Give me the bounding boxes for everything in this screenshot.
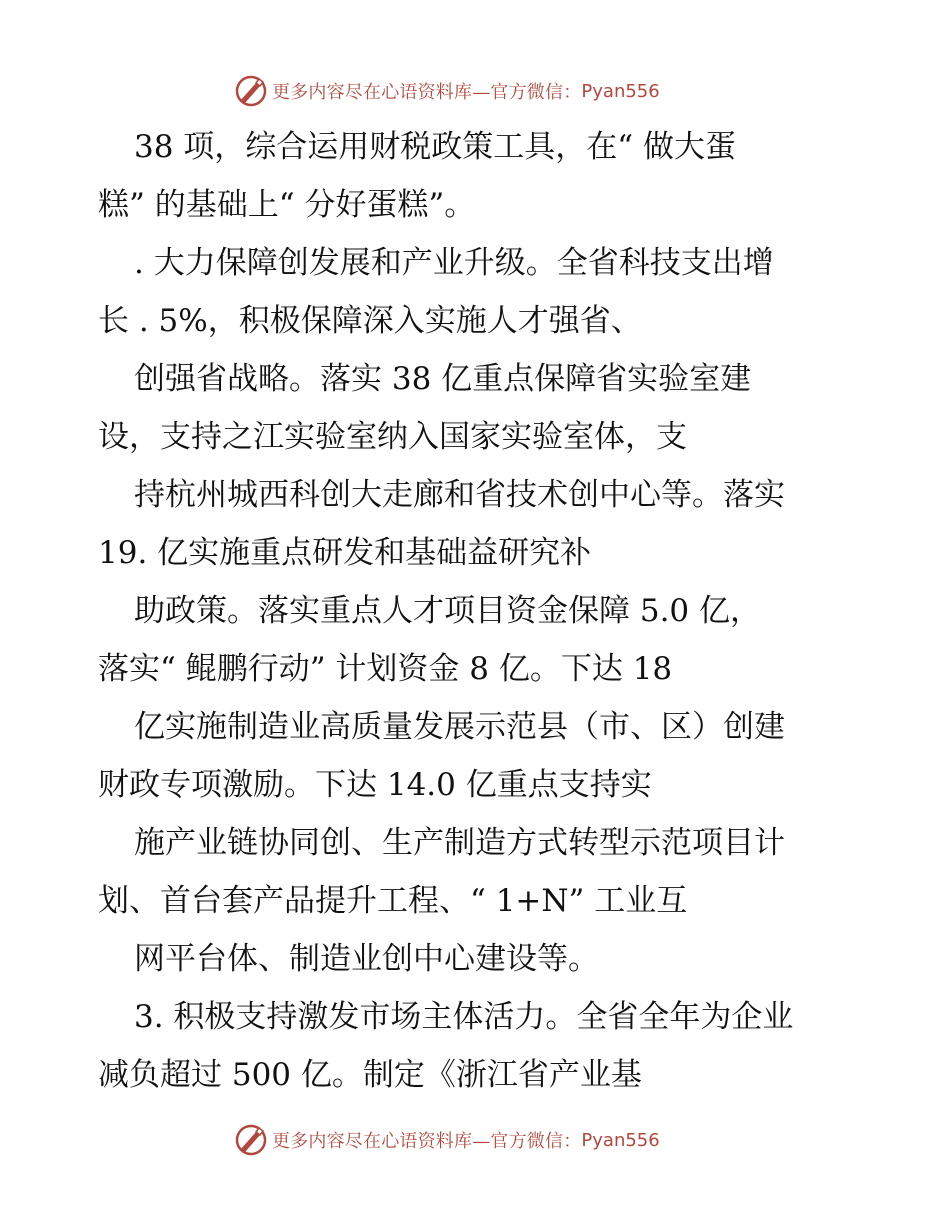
body-line: 19. 亿实施重点研发和基础益研究补 bbox=[98, 535, 592, 571]
pen-logo-icon bbox=[234, 74, 268, 108]
body-line: 创强省战略。落实 38 亿重点保障省实验室建 bbox=[134, 361, 752, 397]
body-line: 3. 积极支持激发市场主体活力。全省全年为企业 bbox=[134, 999, 794, 1035]
body-line: 落实“ 鲲鹏行动” 计划资金 8 亿。下达 18 bbox=[98, 651, 673, 687]
watermark-text: 更多内容尽在心语资料库—官方微信： bbox=[272, 1131, 582, 1152]
body-line: 网平台体、制造业创中心建设等。 bbox=[134, 941, 599, 977]
footer-watermark bbox=[0, 1120, 950, 1160]
body-line: 财政专项激励。下达 14.0 亿重点支持实 bbox=[98, 767, 652, 803]
body-line: 长 . 5%，积极保障深入实施人才强省、 bbox=[98, 303, 642, 339]
body-line: 持杭州城西科创大走廊和省技术创中心等。落实 bbox=[134, 477, 785, 513]
header-watermark bbox=[0, 71, 950, 111]
pen-logo-icon bbox=[234, 1123, 268, 1157]
body-line: 助政策。落实重点人才项目资金保障 5.0 亿， bbox=[134, 593, 762, 629]
body-line: 减负超过 500 亿。制定《浙江省产业基 bbox=[98, 1057, 642, 1093]
body-line: . 大力保障创发展和产业升级。全省科技支出增 bbox=[134, 245, 774, 281]
watermark-wechat-id: Pyan556 bbox=[581, 1129, 660, 1151]
body-line: 划、首台套产品提升工程、“ 1+N” 工业互 bbox=[98, 883, 688, 919]
body-line: 38 项，综合运用财税政策工具，在“ 做大蛋 bbox=[134, 129, 737, 165]
body-line: 施产业链协同创、生产制造方式转型示范项目计 bbox=[134, 825, 785, 861]
body-line: 糕” 的基础上“ 分好蛋糕”。 bbox=[98, 187, 476, 223]
body-line: 设，支持之江实验室纳入国家实验室体，支 bbox=[98, 419, 687, 455]
watermark-text: 更多内容尽在心语资料库—官方微信： bbox=[272, 82, 582, 103]
body-line: 亿实施制造业高质量发展示范县（市、区）创建 bbox=[134, 709, 785, 745]
watermark-wechat-id: Pyan556 bbox=[581, 80, 660, 102]
